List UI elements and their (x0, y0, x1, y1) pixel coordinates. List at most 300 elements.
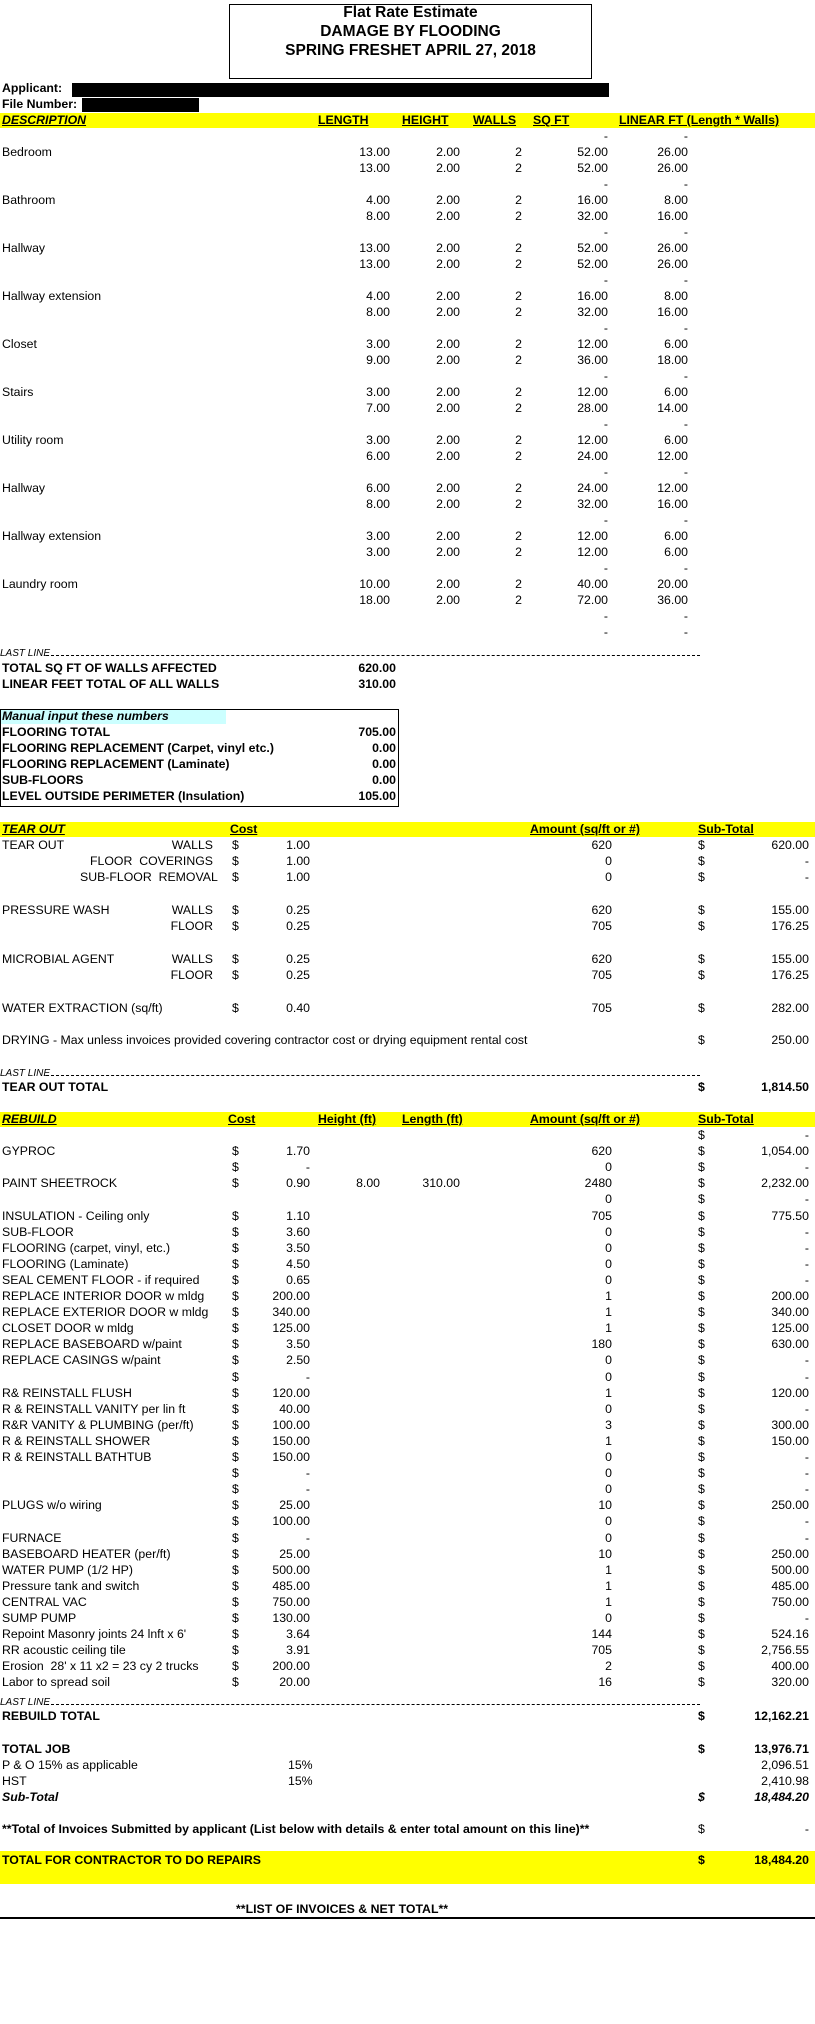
length-cell: 3.00 (366, 385, 390, 399)
rebuild-amount: 0 (605, 1224, 612, 1239)
sqft-cell: 16.00 (577, 289, 608, 303)
rebuild-subtotal: 125.00 (771, 1321, 809, 1336)
rebuild-cost: - (305, 1482, 310, 1497)
walls-cell: 2 (515, 161, 522, 175)
rebuild-cost-dollar: $ (232, 1675, 239, 1690)
rebuild-item-label: R & REINSTALL SHOWER (2, 1433, 151, 1448)
tear-item-sub: WALLS (171, 903, 213, 917)
tear-item-label: PRESSURE WASH (2, 903, 110, 917)
rebuild-subtotal-dollar: $ (698, 1144, 705, 1159)
rebuild-cost-dollar: $ (232, 1417, 239, 1432)
rebuild-cost-dollar: $ (232, 1627, 239, 1642)
manual-label: LEVEL OUTSIDE PERIMETER (Insulation) (2, 789, 245, 803)
height-cell: 2.00 (436, 353, 460, 367)
rebuild-amount: 1 (605, 1321, 612, 1336)
rebuild-cost: 750.00 (272, 1594, 310, 1609)
rebuild-cost: 4.50 (286, 1256, 310, 1271)
height-cell: 2.00 (436, 209, 460, 223)
po-label: P & O 15% as applicable (2, 1758, 138, 1772)
manual-value: 0.00 (372, 773, 396, 787)
rebuild-length: 310.00 (422, 1176, 460, 1191)
tear-subtotal: - (804, 870, 809, 884)
tear-subtotal-dollar: $ (698, 952, 705, 966)
tear-subtotal: 176.25 (771, 968, 809, 982)
rebuild-subtotal: - (804, 1482, 809, 1497)
sqft-cell: 12.00 (577, 337, 608, 351)
rebuild-amount: 2 (605, 1659, 612, 1674)
rebuild-subtotal: - (804, 1128, 809, 1142)
tear-cost-dollar: $ (232, 854, 239, 868)
tear-item-sub: FLOOR (170, 968, 213, 982)
height-cell: 2.00 (436, 289, 460, 303)
tear-item-sub: FLOOR COVERINGS (90, 854, 213, 868)
tear-subtotal-dollar: $ (698, 854, 705, 868)
rebuild-height: 8.00 (356, 1176, 380, 1191)
sqft-cell: 52.00 (577, 257, 608, 271)
rebuild-amount: 705 (591, 1208, 612, 1223)
rebuild-item-label: PAINT SHEETROCK (2, 1176, 118, 1191)
rebuild-subtotal-dollar: $ (698, 1353, 705, 1368)
rebuild-subtotal: - (804, 1530, 809, 1545)
rebuild-subtotal: 320.00 (771, 1675, 809, 1690)
linft-cell: 36.00 (657, 593, 688, 607)
rebuild-subtotal: 630.00 (771, 1337, 809, 1352)
tear-subtotal-dollar: $ (698, 870, 705, 884)
title-line-1: Flat Rate Estimate (343, 4, 478, 21)
col-rebuild-cost: Cost (228, 1112, 256, 1126)
height-cell: 2.00 (436, 241, 460, 255)
length-cell: 18.00 (359, 593, 390, 607)
col-tear-out-subtotal: Sub-Total (698, 822, 754, 836)
tear-item-sub: SUB-FLOOR REMOVAL (80, 870, 218, 884)
rebuild-item-label: R& REINSTALL FLUSH (2, 1385, 132, 1400)
height-cell: 2.00 (436, 305, 460, 319)
rebuild-item-label: REPLACE BASEBOARD w/paint (2, 1337, 182, 1352)
rebuild-amount: 0 (605, 1353, 612, 1368)
tear-cost: 0.25 (286, 903, 310, 917)
rebuild-subtotal: 500.00 (771, 1562, 809, 1577)
rebuild-amount: 10 (598, 1546, 612, 1561)
rebuild-subtotal: - (804, 1160, 809, 1175)
rebuild-item-label: Labor to spread soil (2, 1675, 111, 1690)
linft-cell: - (683, 225, 688, 239)
rebuild-subtotal-dollar: $ (698, 1530, 705, 1545)
tear-item-sub: FLOOR (170, 919, 213, 933)
rebuild-subtotal-dollar: $ (698, 1385, 705, 1400)
walls-cell: 2 (515, 577, 522, 591)
linft-cell: 8.00 (664, 289, 688, 303)
rebuild-subtotal-dollar: $ (698, 1643, 705, 1658)
rebuild-subtotal: - (804, 1466, 809, 1481)
redacted-applicant (72, 83, 609, 97)
tear-subtotal-dollar: $ (698, 919, 705, 933)
linft-cell: 8.00 (664, 193, 688, 207)
tear-cost: 1.00 (286, 870, 310, 884)
linft-cell: 12.00 (657, 481, 688, 495)
manual-title: Manual input these numbers (2, 709, 169, 723)
invoices-dollar: $ (698, 1822, 705, 1836)
height-cell: 2.00 (436, 385, 460, 399)
col-length: LENGTH (318, 113, 369, 127)
linft-cell: - (683, 561, 688, 575)
manual-label: FLOORING REPLACEMENT (Laminate) (2, 757, 230, 771)
tear-cost-dollar: $ (232, 952, 239, 966)
hst-percent: 15% (288, 1774, 313, 1788)
col-tear-out: TEAR OUT (2, 822, 65, 836)
rebuild-amount: 0 (605, 1450, 612, 1464)
rebuild-item-label: GYPROC (2, 1144, 56, 1159)
rebuild-amount: 16 (598, 1675, 612, 1690)
rebuild-cost-dollar: $ (232, 1160, 239, 1175)
length-cell: 10.00 (359, 577, 390, 591)
rebuild-subtotal: 2,232.00 (761, 1176, 809, 1191)
rebuild-item-label: CLOSET DOOR w mldg (2, 1321, 134, 1336)
subtotal-dollar: $ (698, 1790, 705, 1804)
room-name: Hallway extension (2, 289, 102, 303)
manual-value: 105.00 (358, 789, 396, 803)
total-job-label: TOTAL JOB (2, 1742, 71, 1756)
tear-cost-dollar: $ (232, 870, 239, 884)
rebuild-subtotal-dollar: $ (698, 1546, 705, 1561)
length-cell: 4.00 (366, 193, 390, 207)
rebuild-cost: 3.60 (286, 1224, 310, 1239)
linft-cell: - (683, 465, 688, 479)
sqft-cell: 12.00 (577, 545, 608, 559)
room-name: Hallway (2, 241, 46, 255)
col-height: HEIGHT (402, 113, 449, 127)
sqft-cell: - (603, 369, 608, 383)
total-job-dollar: $ (698, 1742, 705, 1756)
rebuild-cost: 25.00 (279, 1498, 310, 1513)
sqft-cell: 32.00 (577, 305, 608, 319)
length-cell: 13.00 (359, 257, 390, 271)
tear-cost-dollar: $ (232, 919, 239, 933)
rebuild-amount: 0 (605, 1401, 612, 1416)
tear-amount: 620 (591, 903, 612, 917)
hst-value: 2,410.98 (761, 1774, 809, 1788)
sqft-cell: 24.00 (577, 481, 608, 495)
rebuild-cost-dollar: $ (232, 1256, 239, 1271)
rebuild-cost: 200.00 (272, 1289, 310, 1303)
height-cell: 2.00 (436, 545, 460, 559)
rebuild-subtotal-dollar: $ (698, 1128, 705, 1142)
rebuild-amount: 1 (605, 1305, 612, 1320)
length-cell: 3.00 (366, 433, 390, 447)
subtotal-value: 18,484.20 (754, 1790, 809, 1804)
rebuild-cost: 130.00 (272, 1611, 310, 1625)
tear-out-total-label: TEAR OUT TOTAL (2, 1080, 109, 1094)
sqft-cell: - (603, 321, 608, 335)
sqft-cell: - (603, 225, 608, 239)
manual-label: FLOORING TOTAL (2, 725, 111, 739)
tear-cost: 0.25 (286, 968, 310, 982)
rebuild-cost-dollar: $ (232, 1321, 239, 1336)
desc-dashed-line (46, 655, 700, 656)
rebuild-subtotal-dollar: $ (698, 1514, 705, 1529)
height-cell: 2.00 (436, 497, 460, 511)
rebuild-cost-dollar: $ (232, 1176, 239, 1191)
tear-cost: 1.00 (286, 838, 310, 852)
rebuild-subtotal-dollar: $ (698, 1562, 705, 1577)
sqft-cell: - (603, 273, 608, 287)
linft-cell: - (683, 369, 688, 383)
tear-subtotal-dollar: $ (698, 1001, 705, 1015)
rebuild-subtotal-dollar: $ (698, 1240, 705, 1255)
rebuild-amount: 1 (605, 1433, 612, 1448)
linft-cell: - (683, 417, 688, 431)
tear-subtotal: - (804, 854, 809, 868)
rebuild-cost: 3.50 (286, 1337, 310, 1352)
rebuild-item-label: FURNACE (2, 1530, 62, 1545)
rebuild-cost-dollar: $ (232, 1594, 239, 1609)
tear-subtotal-dollar: $ (698, 903, 705, 917)
walls-cell: 2 (515, 433, 522, 447)
walls-cell: 2 (515, 337, 522, 351)
invoices-value: - (804, 1822, 809, 1836)
rebuild-cost-dollar: $ (232, 1578, 239, 1593)
linft-cell: 12.00 (657, 449, 688, 463)
title-line-2: DAMAGE BY FLOODING (320, 23, 501, 40)
sqft-cell: 12.00 (577, 433, 608, 447)
rebuild-last-line: LAST LINE (0, 1697, 51, 1708)
rebuild-cost: 20.00 (279, 1675, 310, 1690)
rebuild-amount: 1 (605, 1594, 612, 1609)
rebuild-subtotal: 775.50 (771, 1208, 809, 1223)
walls-cell: 2 (515, 593, 522, 607)
sqft-cell: 28.00 (577, 401, 608, 415)
rebuild-item-label: REPLACE EXTERIOR DOOR w mldg (2, 1305, 209, 1320)
rebuild-subtotal: 400.00 (771, 1659, 809, 1674)
tear-last-line: LAST LINE (0, 1068, 51, 1079)
linft-cell: - (683, 609, 688, 623)
sqft-cell: - (603, 609, 608, 623)
tear-amount: 0 (605, 870, 612, 884)
rebuild-cost: - (305, 1160, 310, 1175)
col-walls: WALLS (473, 113, 517, 127)
po-percent: 15% (288, 1758, 313, 1772)
total-job-value: 13,976.71 (754, 1742, 809, 1756)
height-cell: 2.00 (436, 449, 460, 463)
rebuild-cost: - (305, 1369, 310, 1384)
rebuild-subtotal: 1,054.00 (761, 1144, 809, 1159)
tear-out-total-dollar: $ (698, 1080, 705, 1094)
rebuild-cost-dollar: $ (232, 1401, 239, 1416)
rebuild-subtotal: 524.16 (771, 1627, 809, 1642)
rebuild-subtotal-dollar: $ (698, 1675, 705, 1690)
rebuild-cost: 485.00 (272, 1578, 310, 1593)
sqft-cell: - (603, 625, 608, 639)
rebuild-amount: 0 (605, 1514, 612, 1529)
subtotal-label: Sub-Total (2, 1790, 59, 1804)
linft-cell: - (683, 129, 688, 143)
tear-item-label: DRYING - Max unless invoices provided covering contractor cost or drying equipment rental cost (2, 1033, 528, 1047)
linft-cell: 26.00 (657, 257, 688, 271)
rebuild-cost: 200.00 (272, 1659, 310, 1674)
tear-cost: 1.00 (286, 854, 310, 868)
rebuild-cost-dollar: $ (232, 1466, 239, 1481)
tear-cost-dollar: $ (232, 903, 239, 917)
rebuild-item-label: SEAL CEMENT FLOOR - if required (2, 1272, 200, 1287)
rebuild-item-label: SUMP PUMP (2, 1611, 77, 1625)
rebuild-subtotal: - (804, 1369, 809, 1384)
col-description: DESCRIPTION (2, 113, 87, 127)
walls-cell: 2 (515, 449, 522, 463)
length-cell: 9.00 (366, 353, 390, 367)
room-name: Stairs (2, 385, 34, 399)
rebuild-item-label: REPLACE CASINGS w/paint (2, 1353, 161, 1368)
room-name: Utility room (2, 433, 64, 447)
linft-cell: - (683, 273, 688, 287)
sqft-cell: - (603, 465, 608, 479)
hst-label: HST (2, 1774, 27, 1788)
height-cell: 2.00 (436, 401, 460, 415)
rebuild-subtotal-dollar: $ (698, 1401, 705, 1416)
file-number-label: File Number: (2, 97, 78, 111)
rebuild-cost: - (305, 1530, 310, 1545)
rebuild-cost: 3.91 (286, 1643, 310, 1658)
rebuild-cost: 125.00 (272, 1321, 310, 1336)
tear-subtotal: 155.00 (771, 952, 809, 966)
tear-subtotal: 620.00 (771, 838, 809, 852)
col-tear-out-amount: Amount (sq/ft or #) (530, 822, 640, 836)
length-cell: 3.00 (366, 337, 390, 351)
tear-amount: 620 (591, 952, 612, 966)
rebuild-item-label: FLOORING (carpet, vinyl, etc.) (2, 1240, 171, 1255)
rebuild-cost: 3.50 (286, 1240, 310, 1255)
rebuild-subtotal: 340.00 (771, 1305, 809, 1320)
rebuild-subtotal: 200.00 (771, 1289, 809, 1303)
rebuild-cost: 25.00 (279, 1546, 310, 1561)
sqft-cell: 52.00 (577, 161, 608, 175)
room-name: Bathroom (2, 193, 56, 207)
rebuild-amount: 0 (605, 1530, 612, 1545)
walls-cell: 2 (515, 385, 522, 399)
rebuild-total-label: REBUILD TOTAL (2, 1709, 100, 1723)
rebuild-subtotal-dollar: $ (698, 1192, 705, 1207)
desc-last-line: LAST LINE (0, 648, 51, 659)
rebuild-dashed-line (46, 1704, 700, 1705)
height-cell: 2.00 (436, 577, 460, 591)
col-rebuild-amount: Amount (sq/ft or #) (530, 1112, 640, 1126)
rebuild-amount: 620 (591, 1144, 612, 1159)
rebuild-subtotal-dollar: $ (698, 1627, 705, 1642)
room-name: Closet (2, 337, 37, 351)
rebuild-amount: 0 (605, 1369, 612, 1384)
rebuild-cost: 340.00 (272, 1305, 310, 1320)
rebuild-subtotal: - (804, 1450, 809, 1464)
height-cell: 2.00 (436, 529, 460, 543)
sqft-cell: 32.00 (577, 497, 608, 511)
tear-subtotal: 282.00 (771, 1001, 809, 1015)
rebuild-total-value: 12,162.21 (754, 1709, 809, 1723)
tear-amount: 705 (591, 968, 612, 982)
rebuild-subtotal: - (804, 1353, 809, 1368)
rebuild-subtotal-dollar: $ (698, 1337, 705, 1352)
tear-item-label: WATER EXTRACTION (sq/ft) (2, 1001, 163, 1015)
rebuild-cost: 2.50 (286, 1353, 310, 1368)
tear-cost-dollar: $ (232, 968, 239, 982)
rebuild-cost-dollar: $ (232, 1530, 239, 1545)
height-cell: 2.00 (436, 257, 460, 271)
tear-item-sub: WALLS (171, 838, 213, 852)
rebuild-item-label: Repoint Masonry joints 24 lnft x 6' (2, 1627, 187, 1642)
rebuild-amount: 0 (605, 1240, 612, 1255)
rebuild-amount: 0 (605, 1192, 612, 1207)
rebuild-cost-dollar: $ (232, 1562, 239, 1577)
length-cell: 8.00 (366, 305, 390, 319)
sqft-cell: 40.00 (577, 577, 608, 591)
sqft-cell: - (603, 513, 608, 527)
rebuild-cost-dollar: $ (232, 1240, 239, 1255)
sqft-cell: 12.00 (577, 529, 608, 543)
col-linear-ft: LINEAR FT (Length * Walls) (619, 113, 780, 127)
rebuild-item-label: R & REINSTALL VANITY per lin ft (2, 1401, 186, 1416)
bottom-rule (0, 1917, 815, 1919)
linft-cell: 26.00 (657, 241, 688, 255)
linft-cell: 14.00 (657, 401, 688, 415)
linft-cell: 26.00 (657, 161, 688, 175)
rebuild-item-label: CENTRAL VAC (2, 1594, 87, 1609)
rebuild-amount: 1 (605, 1562, 612, 1577)
contractor-total-dollar: $ (698, 1853, 705, 1867)
po-value: 2,096.51 (761, 1758, 809, 1772)
rebuild-cost-dollar: $ (232, 1498, 239, 1513)
rebuild-cost-dollar: $ (232, 1272, 239, 1287)
tear-subtotal-dollar: $ (698, 838, 705, 852)
rebuild-subtotal: 750.00 (771, 1594, 809, 1609)
sqft-cell: 24.00 (577, 449, 608, 463)
rebuild-subtotal: - (804, 1256, 809, 1271)
rebuild-cost-dollar: $ (232, 1643, 239, 1658)
total-sqft-value: 620.00 (358, 661, 396, 675)
linft-cell: 6.00 (664, 337, 688, 351)
length-cell: 4.00 (366, 289, 390, 303)
walls-cell: 2 (515, 193, 522, 207)
rebuild-amount: 0 (605, 1160, 612, 1175)
rebuild-subtotal-dollar: $ (698, 1433, 705, 1448)
rebuild-amount: 0 (605, 1466, 612, 1481)
rebuild-subtotal-dollar: $ (698, 1321, 705, 1336)
rebuild-subtotal-dollar: $ (698, 1417, 705, 1432)
sqft-cell: - (603, 417, 608, 431)
length-cell: 7.00 (366, 401, 390, 415)
tear-out-header-band (0, 822, 815, 837)
rebuild-cost: 100.00 (272, 1514, 310, 1529)
length-cell: 3.00 (366, 545, 390, 559)
sqft-cell: 72.00 (577, 593, 608, 607)
rebuild-total-dollar: $ (698, 1709, 705, 1723)
manual-value: 0.00 (372, 757, 396, 771)
rebuild-subtotal-dollar: $ (698, 1272, 705, 1287)
rebuild-subtotal: 250.00 (771, 1498, 809, 1513)
tear-cost-dollar: $ (232, 838, 239, 852)
rebuild-cost: 500.00 (272, 1562, 310, 1577)
rebuild-cost: 100.00 (272, 1417, 310, 1432)
sqft-cell: 52.00 (577, 241, 608, 255)
sqft-cell: 16.00 (577, 193, 608, 207)
sqft-cell: - (603, 177, 608, 191)
tear-cost: 0.40 (286, 1001, 310, 1015)
col-rebuild-length: Length (ft) (402, 1112, 463, 1126)
rebuild-amount: 1 (605, 1578, 612, 1593)
rebuild-subtotal: 250.00 (771, 1546, 809, 1561)
length-cell: 6.00 (366, 449, 390, 463)
linft-cell: 16.00 (657, 209, 688, 223)
length-cell: 13.00 (359, 241, 390, 255)
linft-cell: - (683, 625, 688, 639)
rebuild-cost-dollar: $ (232, 1659, 239, 1674)
sqft-cell: 36.00 (577, 353, 608, 367)
